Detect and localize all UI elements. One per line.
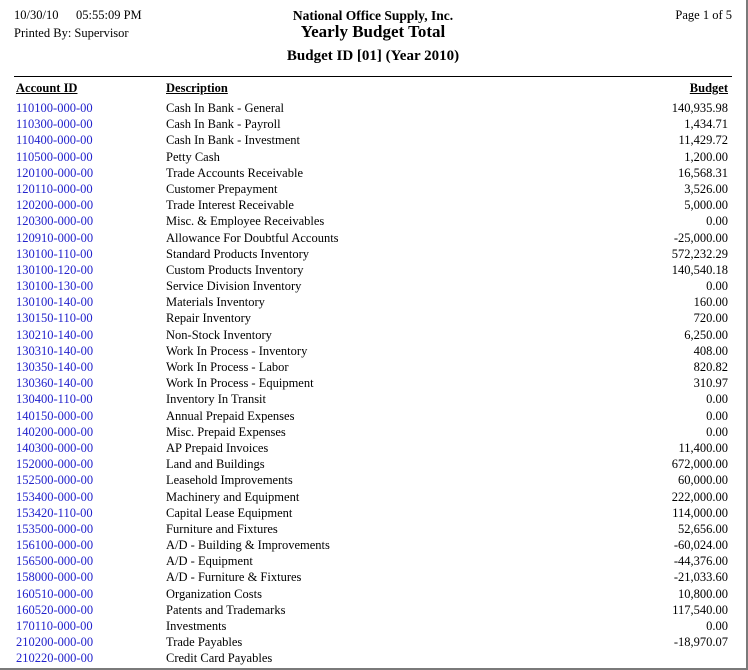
cell-budget: -44,376.00: [673, 554, 728, 569]
table-row: [14, 101, 732, 117]
cell-budget: 140,935.98: [671, 101, 728, 115]
table-row: [14, 522, 732, 538]
cell-account-id: 110100-000-00: [16, 101, 93, 115]
printed-by: Printed By: Supervisor: [14, 26, 129, 40]
cell-budget: 117,540.00: [672, 602, 728, 617]
cell-budget: -18,970.07: [673, 635, 728, 650]
cell-budget: 222,000.00: [671, 489, 728, 504]
table-row: [14, 360, 732, 376]
table-row: [14, 166, 732, 182]
cell-budget: 820.82: [693, 360, 728, 374]
cell-budget: 1,434.71: [684, 117, 728, 132]
table-row: [14, 263, 732, 279]
table-column-headers: [14, 81, 732, 99]
table-row: [14, 344, 732, 360]
cell-account-id: 130400-110-00: [16, 392, 93, 407]
cell-budget: 16,568.31: [678, 165, 728, 180]
table-row: [14, 603, 732, 619]
cell-account-id: 130310-140-00: [16, 343, 94, 358]
cell-budget: 60,000.00: [678, 473, 728, 488]
cell-description: Allowance For Doubtful Accounts: [166, 230, 339, 245]
table-body: [14, 101, 732, 668]
cell-account-id: 156100-000-00: [16, 538, 94, 553]
cell-account-id: 153420-110-00: [16, 505, 93, 520]
cell-account-id: 140150-000-00: [16, 408, 94, 423]
cell-account-id: 130350-140-00: [16, 360, 94, 374]
cell-account-id: 130100-140-00: [16, 295, 94, 310]
table-row: [14, 425, 732, 441]
cell-description: Machinery and Equipment: [166, 489, 300, 504]
table-row: [14, 311, 732, 327]
cell-account-id: 160520-000-00: [16, 602, 94, 617]
cell-budget: 6,250.00: [684, 327, 728, 342]
cell-account-id: 152000-000-00: [16, 457, 94, 472]
cell-description: Trade Accounts Receivable: [166, 165, 303, 180]
cell-description: Misc. Prepaid Expenses: [166, 424, 286, 439]
cell-budget: 11,429.72: [678, 133, 728, 148]
cell-budget: 0.00: [706, 279, 728, 294]
header-divider: [14, 76, 732, 77]
cell-description: Credit Card Payables: [166, 651, 273, 666]
cell-budget: 672,000.00: [671, 457, 728, 472]
page-indicator: Page 1 of 5: [675, 8, 732, 22]
table-row: [14, 247, 732, 263]
cell-description: Cash In Bank - General: [166, 101, 285, 115]
table-row: [14, 619, 732, 635]
cell-account-id: 158000-000-00: [16, 570, 94, 585]
table-row: [14, 295, 732, 311]
cell-budget: 0.00: [706, 392, 728, 407]
cell-description: A/D - Building & Improvements: [166, 538, 330, 553]
cell-description: Petty Cash: [166, 149, 220, 164]
cell-description: Patents and Trademarks: [166, 602, 286, 617]
cell-description: Cash In Bank - Payroll: [166, 117, 281, 132]
cell-description: Cash In Bank - Investment: [166, 133, 301, 148]
cell-description: A/D - Equipment: [166, 554, 253, 569]
table-row: [14, 182, 732, 198]
cell-account-id: 120910-000-00: [16, 230, 94, 245]
cell-account-id: 140300-000-00: [16, 440, 94, 455]
cell-account-id: 120300-000-00: [16, 214, 94, 229]
cell-description: Trade Payables: [166, 635, 243, 650]
table-row: [14, 150, 732, 166]
print-time: 05:55:09 PM: [76, 8, 142, 22]
cell-description: Customer Prepayment: [166, 181, 278, 196]
cell-account-id: 210200-000-00: [16, 635, 94, 650]
cell-description: Materials Inventory: [166, 295, 265, 310]
table-row: [14, 198, 732, 214]
table-row: [14, 441, 732, 457]
cell-description: Standard Products Inventory: [166, 246, 310, 261]
cell-account-id: 110500-000-00: [16, 149, 93, 164]
table-row: [14, 231, 732, 247]
cell-description: Work In Process - Labor: [166, 360, 289, 374]
cell-description: Work In Process - Inventory: [166, 343, 308, 358]
table-row: [14, 490, 732, 506]
column-header-account-id: Account ID: [16, 81, 78, 95]
table-row: [14, 328, 732, 344]
cell-account-id: 130100-120-00: [16, 262, 94, 277]
cell-description: A/D - Furniture & Fixtures: [166, 570, 302, 585]
table-row: [14, 133, 732, 149]
cell-description: Annual Prepaid Expenses: [166, 408, 295, 423]
cell-account-id: 130100-110-00: [16, 246, 93, 261]
cell-budget: 1,200.00: [684, 149, 728, 164]
cell-description: Misc. & Employee Receivables: [166, 214, 325, 229]
table-row: [14, 651, 732, 667]
cell-description: Non-Stock Inventory: [166, 327, 272, 342]
cell-account-id: 160510-000-00: [16, 586, 94, 601]
column-header-description: Description: [166, 81, 228, 95]
cell-account-id: 110400-000-00: [16, 133, 93, 148]
cell-budget: 720.00: [693, 311, 728, 326]
cell-description: Furniture and Fixtures: [166, 521, 278, 536]
table-row: [14, 635, 732, 651]
cell-budget: 114,000.00: [672, 505, 728, 520]
cell-account-id: 120110-000-00: [16, 181, 93, 196]
cell-account-id: 110300-000-00: [16, 117, 93, 132]
cell-budget: 160.00: [693, 295, 728, 310]
table-row: [14, 587, 732, 603]
cell-budget: 10,800.00: [678, 586, 728, 601]
cell-budget: 5,000.00: [684, 198, 728, 213]
table-row: [14, 376, 732, 392]
cell-description: Land and Buildings: [166, 457, 265, 472]
cell-budget: 0.00: [706, 619, 728, 633]
cell-description: Work In Process - Equipment: [166, 376, 314, 391]
table-row: [14, 506, 732, 522]
cell-budget: 0.00: [706, 424, 728, 439]
cell-account-id: 120100-000-00: [16, 165, 94, 180]
header-line-2: [14, 24, 732, 46]
cell-account-id: 153500-000-00: [16, 521, 94, 536]
report-subtitle: Budget ID [01] (Year 2010): [286, 48, 460, 64]
report-header: [0, 0, 746, 72]
cell-account-id: 170110-000-00: [16, 619, 93, 633]
table-row: [14, 473, 732, 489]
column-header-budget: Budget: [689, 81, 728, 95]
cell-description: Capital Lease Equipment: [166, 505, 293, 520]
table-row: [14, 457, 732, 473]
cell-account-id: 210220-000-00: [16, 651, 94, 666]
cell-budget: 3,526.00: [684, 181, 728, 196]
cell-description: Organization Costs: [166, 586, 262, 601]
company-name: National Office Supply, Inc.: [292, 8, 454, 23]
table-row: [14, 279, 732, 295]
cell-description: Service Division Inventory: [166, 279, 302, 294]
cell-account-id: 130360-140-00: [16, 376, 94, 391]
cell-budget: -60,024.00: [673, 538, 728, 553]
table-row: [14, 117, 732, 133]
table-row: [14, 409, 732, 425]
cell-budget: -25,000.00: [673, 230, 728, 245]
page-title: Yearly Budget Total: [300, 22, 446, 41]
table-row: [14, 392, 732, 408]
cell-description: Leasehold Improvements: [166, 473, 293, 488]
cell-description: Repair Inventory: [166, 311, 252, 326]
cell-budget: 0.00: [706, 214, 728, 229]
cell-budget: 310.97: [693, 376, 728, 391]
cell-description: Custom Products Inventory: [166, 262, 304, 277]
cell-budget: 11,400.00: [678, 440, 728, 455]
cell-account-id: 140200-000-00: [16, 424, 94, 439]
cell-budget: 140,540.18: [671, 262, 728, 277]
cell-account-id: 153400-000-00: [16, 489, 94, 504]
table-row: [14, 554, 732, 570]
header-line-3: [14, 46, 732, 70]
cell-account-id: 130150-110-00: [16, 311, 93, 326]
cell-budget: 408.00: [693, 343, 728, 358]
cell-account-id: 152500-000-00: [16, 473, 94, 488]
cell-description: Trade Interest Receivable: [166, 198, 294, 213]
cell-account-id: 130100-130-00: [16, 279, 94, 294]
cell-description: AP Prepaid Invoices: [166, 440, 269, 455]
cell-budget: 572,232.29: [671, 246, 728, 261]
table-row: [14, 538, 732, 554]
cell-budget: 0.00: [706, 408, 728, 423]
cell-account-id: 130210-140-00: [16, 327, 94, 342]
cell-account-id: 120200-000-00: [16, 198, 94, 213]
cell-description: Inventory In Transit: [166, 392, 266, 407]
table-row: [14, 570, 732, 586]
cell-budget: 52,656.00: [678, 521, 728, 536]
cell-description: Investments: [166, 619, 227, 633]
print-date: 10/30/10: [14, 8, 59, 22]
table-row: [14, 214, 732, 230]
cell-account-id: 156500-000-00: [16, 554, 94, 569]
cell-budget: -21,033.60: [673, 570, 728, 585]
